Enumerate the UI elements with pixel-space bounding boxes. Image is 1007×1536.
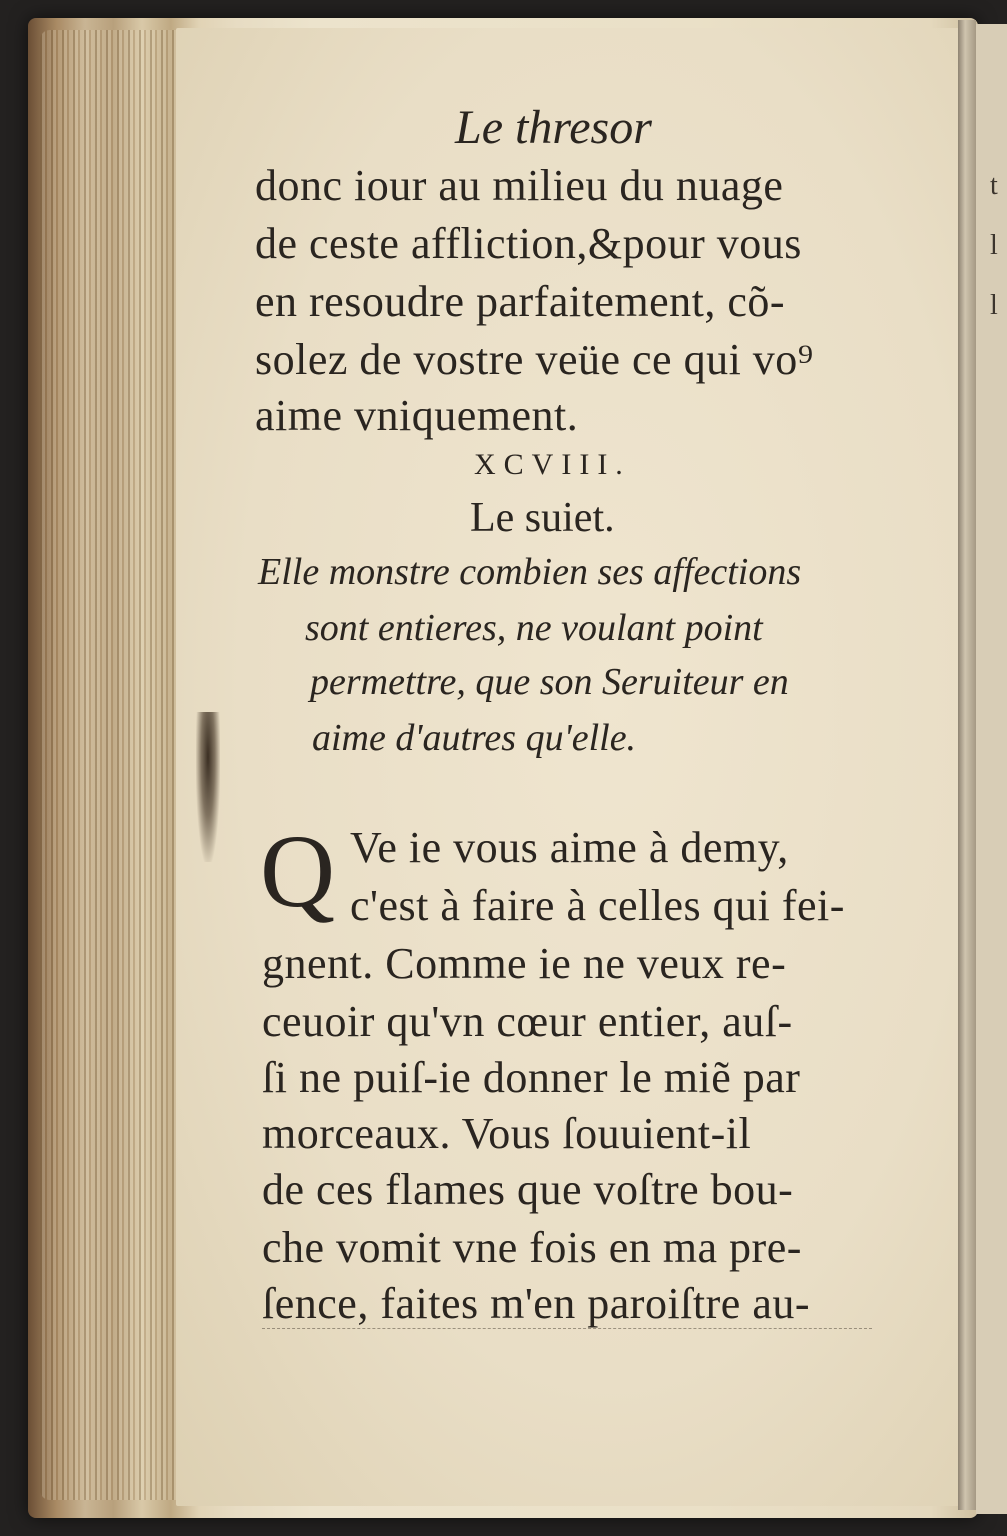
body-line: c'est à faire à celles qui fei- [350, 881, 845, 930]
drop-cap: Q [260, 814, 336, 929]
intro-line: solez de vostre veüe ce qui vo⁹ [255, 335, 814, 384]
right-page-fragment: l [990, 290, 998, 321]
body-line: ſence, faites m'en paroiſtre au- [262, 1279, 810, 1328]
argument-line: aime d'autres qu'elle. [312, 717, 637, 759]
body-line: che vomit vne fois en ma pre- [262, 1223, 802, 1272]
book-gutter [958, 20, 976, 1510]
bottom-rule [262, 1328, 872, 1329]
argument-line: sont entieres, ne voulant point [305, 607, 763, 649]
right-page-fragment: l [990, 230, 998, 261]
right-page-fragment: t [990, 170, 998, 201]
body-line: Ve ie vous aime à demy, [350, 823, 789, 872]
section-title: Le suiet. [470, 495, 615, 541]
running-head: Le thresor [455, 101, 652, 154]
page-edges [40, 30, 190, 1500]
intro-line: de ceste affliction,&pour vous [255, 219, 802, 268]
ink-stain [196, 712, 220, 862]
body-line: ceuoir qu'vn cœur entier, auſ- [262, 997, 793, 1046]
section-number: XCVIII. [474, 448, 631, 481]
body-line: morceaux. Vous ſouuient-il [262, 1109, 752, 1158]
intro-line: aime vniquement. [255, 391, 579, 440]
body-line: de ces flames que voſtre bou- [262, 1165, 794, 1214]
intro-line: en resoudre parfaitement, cõ- [255, 277, 786, 326]
body-line: ſi ne puiſ-ie donner le miẽ par [262, 1053, 801, 1102]
argument-line: permettre, que son Seruiteur en [310, 661, 789, 703]
intro-line: donc iour au milieu du nuage [255, 161, 784, 210]
argument-line: Elle monstre combien ses affections [258, 551, 802, 593]
body-line: gnent. Comme ie ne veux re- [262, 939, 787, 988]
